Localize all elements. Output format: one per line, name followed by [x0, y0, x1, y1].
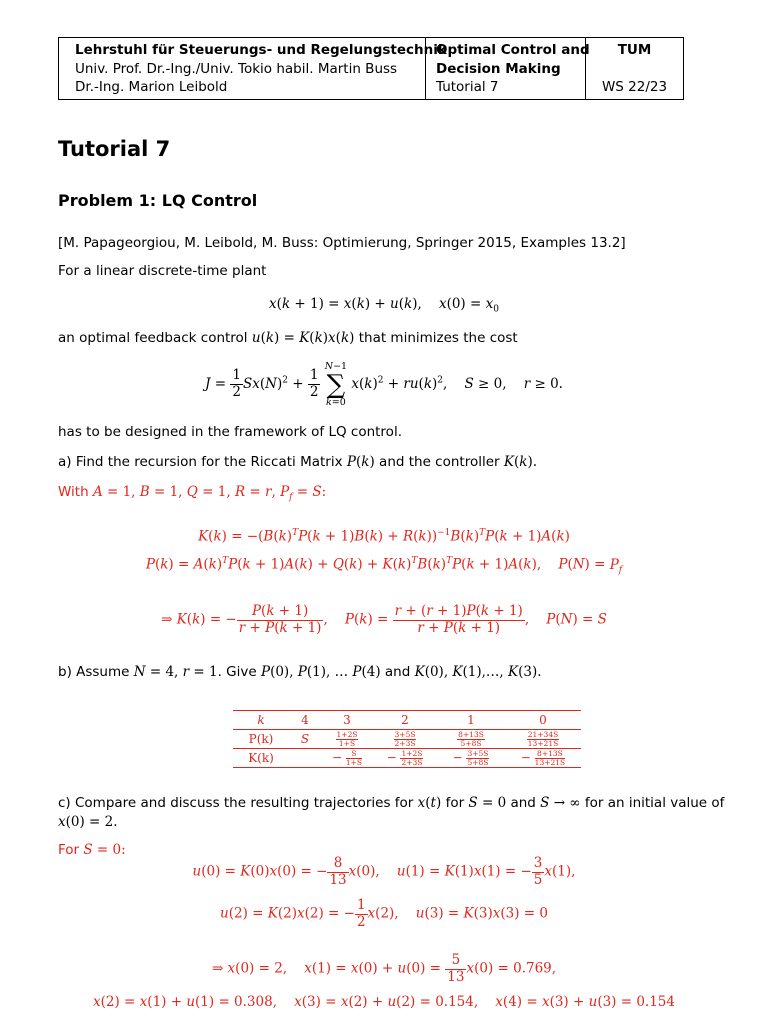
header-course-cell: [426, 38, 590, 99]
part-c-for: for: [445, 795, 465, 811]
uni-name: TUM: [617, 42, 652, 58]
reference: [M. Papageorgiou, M. Leibold, M. Buss: Optimierung, Springer 2015, Examples 13.2]: [58, 235, 626, 251]
part-a: a) Find the recursion for the Riccati Matrix P(k) and the controller K(k).: [58, 454, 538, 470]
state-trajectory-1: ⇒ x(0) = 2, x(1) = x(0) + u(0) = $\frac{5}{13}$ x(0) = 0.769,: [211, 952, 557, 985]
p-cell-4: S: [300, 732, 310, 746]
state-trajectory-2: x(2) = x(1) + u(1) = 0.308, x(3) = x(2) + u(2) = 0.154, x(4) = x(3) + u(3) = 0.154: [93, 994, 675, 1010]
p-cell-3: $\frac{1+2S}{1+S}$: [336, 730, 358, 748]
p-cell-1: $\frac{8+13S}{5+8S}$: [458, 730, 484, 748]
course-line2: Decision Making: [436, 60, 561, 77]
professor: Univ. Prof. Dr.-Ing./Univ. Tokio habil. Martin Buss: [75, 60, 398, 77]
table-header-2: 2: [373, 711, 437, 730]
cost-intro-b: that minimizes the cost: [358, 330, 518, 346]
design-note: has to be designed in the framework of LQ control.: [58, 424, 402, 440]
part-b-give: . Give: [217, 664, 257, 680]
part-a-given: With A = 1, B = 1, Q = 1, R = r, $P_f = S$:: [58, 484, 327, 503]
plant-equation: x(k + 1) = x(k) + u(k), $x(0) = x_0$: [269, 296, 499, 315]
chair-name: Lehrstuhl für Steuerungs- und Regelungstechnik: [75, 42, 447, 58]
table-row: [233, 730, 581, 749]
for-label: For: [58, 842, 80, 858]
part-a-text2: and the controller: [379, 454, 500, 470]
row-label-k: K(k): [233, 749, 289, 768]
part-c-for2: for an initial value of: [584, 795, 725, 811]
course-line1: Optimal Control and: [436, 42, 590, 58]
part-b-and: and: [384, 664, 411, 680]
header-box: [58, 37, 684, 100]
part-c-and: and: [510, 795, 536, 811]
riccati-equation: $P(k) = A(k)^TP(k + 1)A(k) + Q(k) + K(k)^TB(k)^TP(k + 1)A(k)$, $P(N) = P_f$: [145, 556, 623, 576]
controller-equation: $K(k) = -(B(k)^TP(k + 1)B(k) + R(k))^{-1}B(k)^TP(k + 1)A(k)$: [198, 528, 570, 545]
control-sequence-1: u(0) = K(0)x(0) = − $\frac{8}{13}$ x(0), u(1) = K(1)x(1) = − $\frac{3}{5}$ x(1),: [192, 855, 576, 888]
part-c: c) Compare and discuss the resulting trajectories for x(t) for S = 0 and S → ∞ for an initial value of: [58, 795, 725, 811]
header-uni-cell: [586, 38, 683, 99]
p-cell-2: $\frac{3+5S}{2+3S}$: [394, 730, 416, 748]
k-cell-0: $\frac{8+13S}{13+21S}$: [534, 749, 566, 767]
with-label: With: [58, 484, 89, 500]
control-sequence-2: u(2) = K(2)x(2) = − $\frac{1}{2}$ x(2), u(3) = K(3)x(3) = 0: [220, 897, 548, 930]
part-a-text: a) Find the recursion for the Riccati Matrix: [58, 454, 343, 470]
row-label-p: P(k): [233, 730, 289, 749]
case-s0: For S = 0:: [58, 842, 126, 858]
cost-intro: an optimal feedback control u(k) = K(k)x(k) that minimizes the cost: [58, 330, 518, 346]
table-header-3: 3: [321, 711, 373, 730]
staff: Dr.-Ing. Marion Leibold: [75, 79, 228, 95]
scalar-recursion: ⇒ K(k) = − $\frac{P(k + 1)}{r + P(k + 1)}$ , P(k) = $\frac{r + (r + 1)P(k + 1)}{r + P(k + 1)}$ , P(N) = S: [161, 603, 607, 636]
semester: WS 22/23: [601, 79, 668, 95]
k-cell-1: $\frac{3+5S}{5+8S}$: [467, 749, 489, 767]
table-row: [233, 711, 581, 730]
table-row: K(k) − $\frac{S}{1+S}$ − $\frac{1+2S}{2+3S}$ − $\frac{3+5S}{5+8S}$ − $\frac{8+13S}{13+21S}$: [233, 749, 581, 768]
cost-intro-a: an optimal feedback control: [58, 330, 248, 346]
k-cell-3: $\frac{S}{1+S}$: [345, 749, 363, 767]
table-header-k: k: [233, 711, 289, 730]
initial-value: x(0) = 2.: [58, 814, 118, 830]
intro-text: For a linear discrete-time plant: [58, 263, 267, 279]
cost-function: J = $\frac{1}{2}$ $Sx(N)^2$ + $\frac{1}{2}$ N−1 ∑ k=0 $x(k)^2 + ru(k)^2$, S ≥ 0, r ≥ 0.: [205, 361, 563, 408]
k-cell-2: $\frac{1+2S}{2+3S}$: [401, 749, 423, 767]
part-c-text: c) Compare and discuss the resulting trajectories for: [58, 795, 414, 811]
problem-title: Problem 1: LQ Control: [58, 191, 258, 210]
part-b-text: b) Assume: [58, 664, 130, 680]
table-header-4: 4: [289, 711, 321, 730]
table-header-1: 1: [437, 711, 505, 730]
page-title: Tutorial 7: [58, 137, 171, 161]
p-cell-0: $\frac{21+34S}{13+21S}$: [527, 730, 559, 748]
table-header-0: 0: [505, 711, 581, 730]
part-b: b) Assume N = 4, r = 1. Give P(0), P(1), … P(4) and K(0), K(1),…, K(3).: [58, 664, 542, 680]
header-chair-cell: [59, 38, 447, 99]
riccati-table: [233, 710, 581, 768]
tutorial-number: Tutorial 7: [436, 79, 499, 95]
